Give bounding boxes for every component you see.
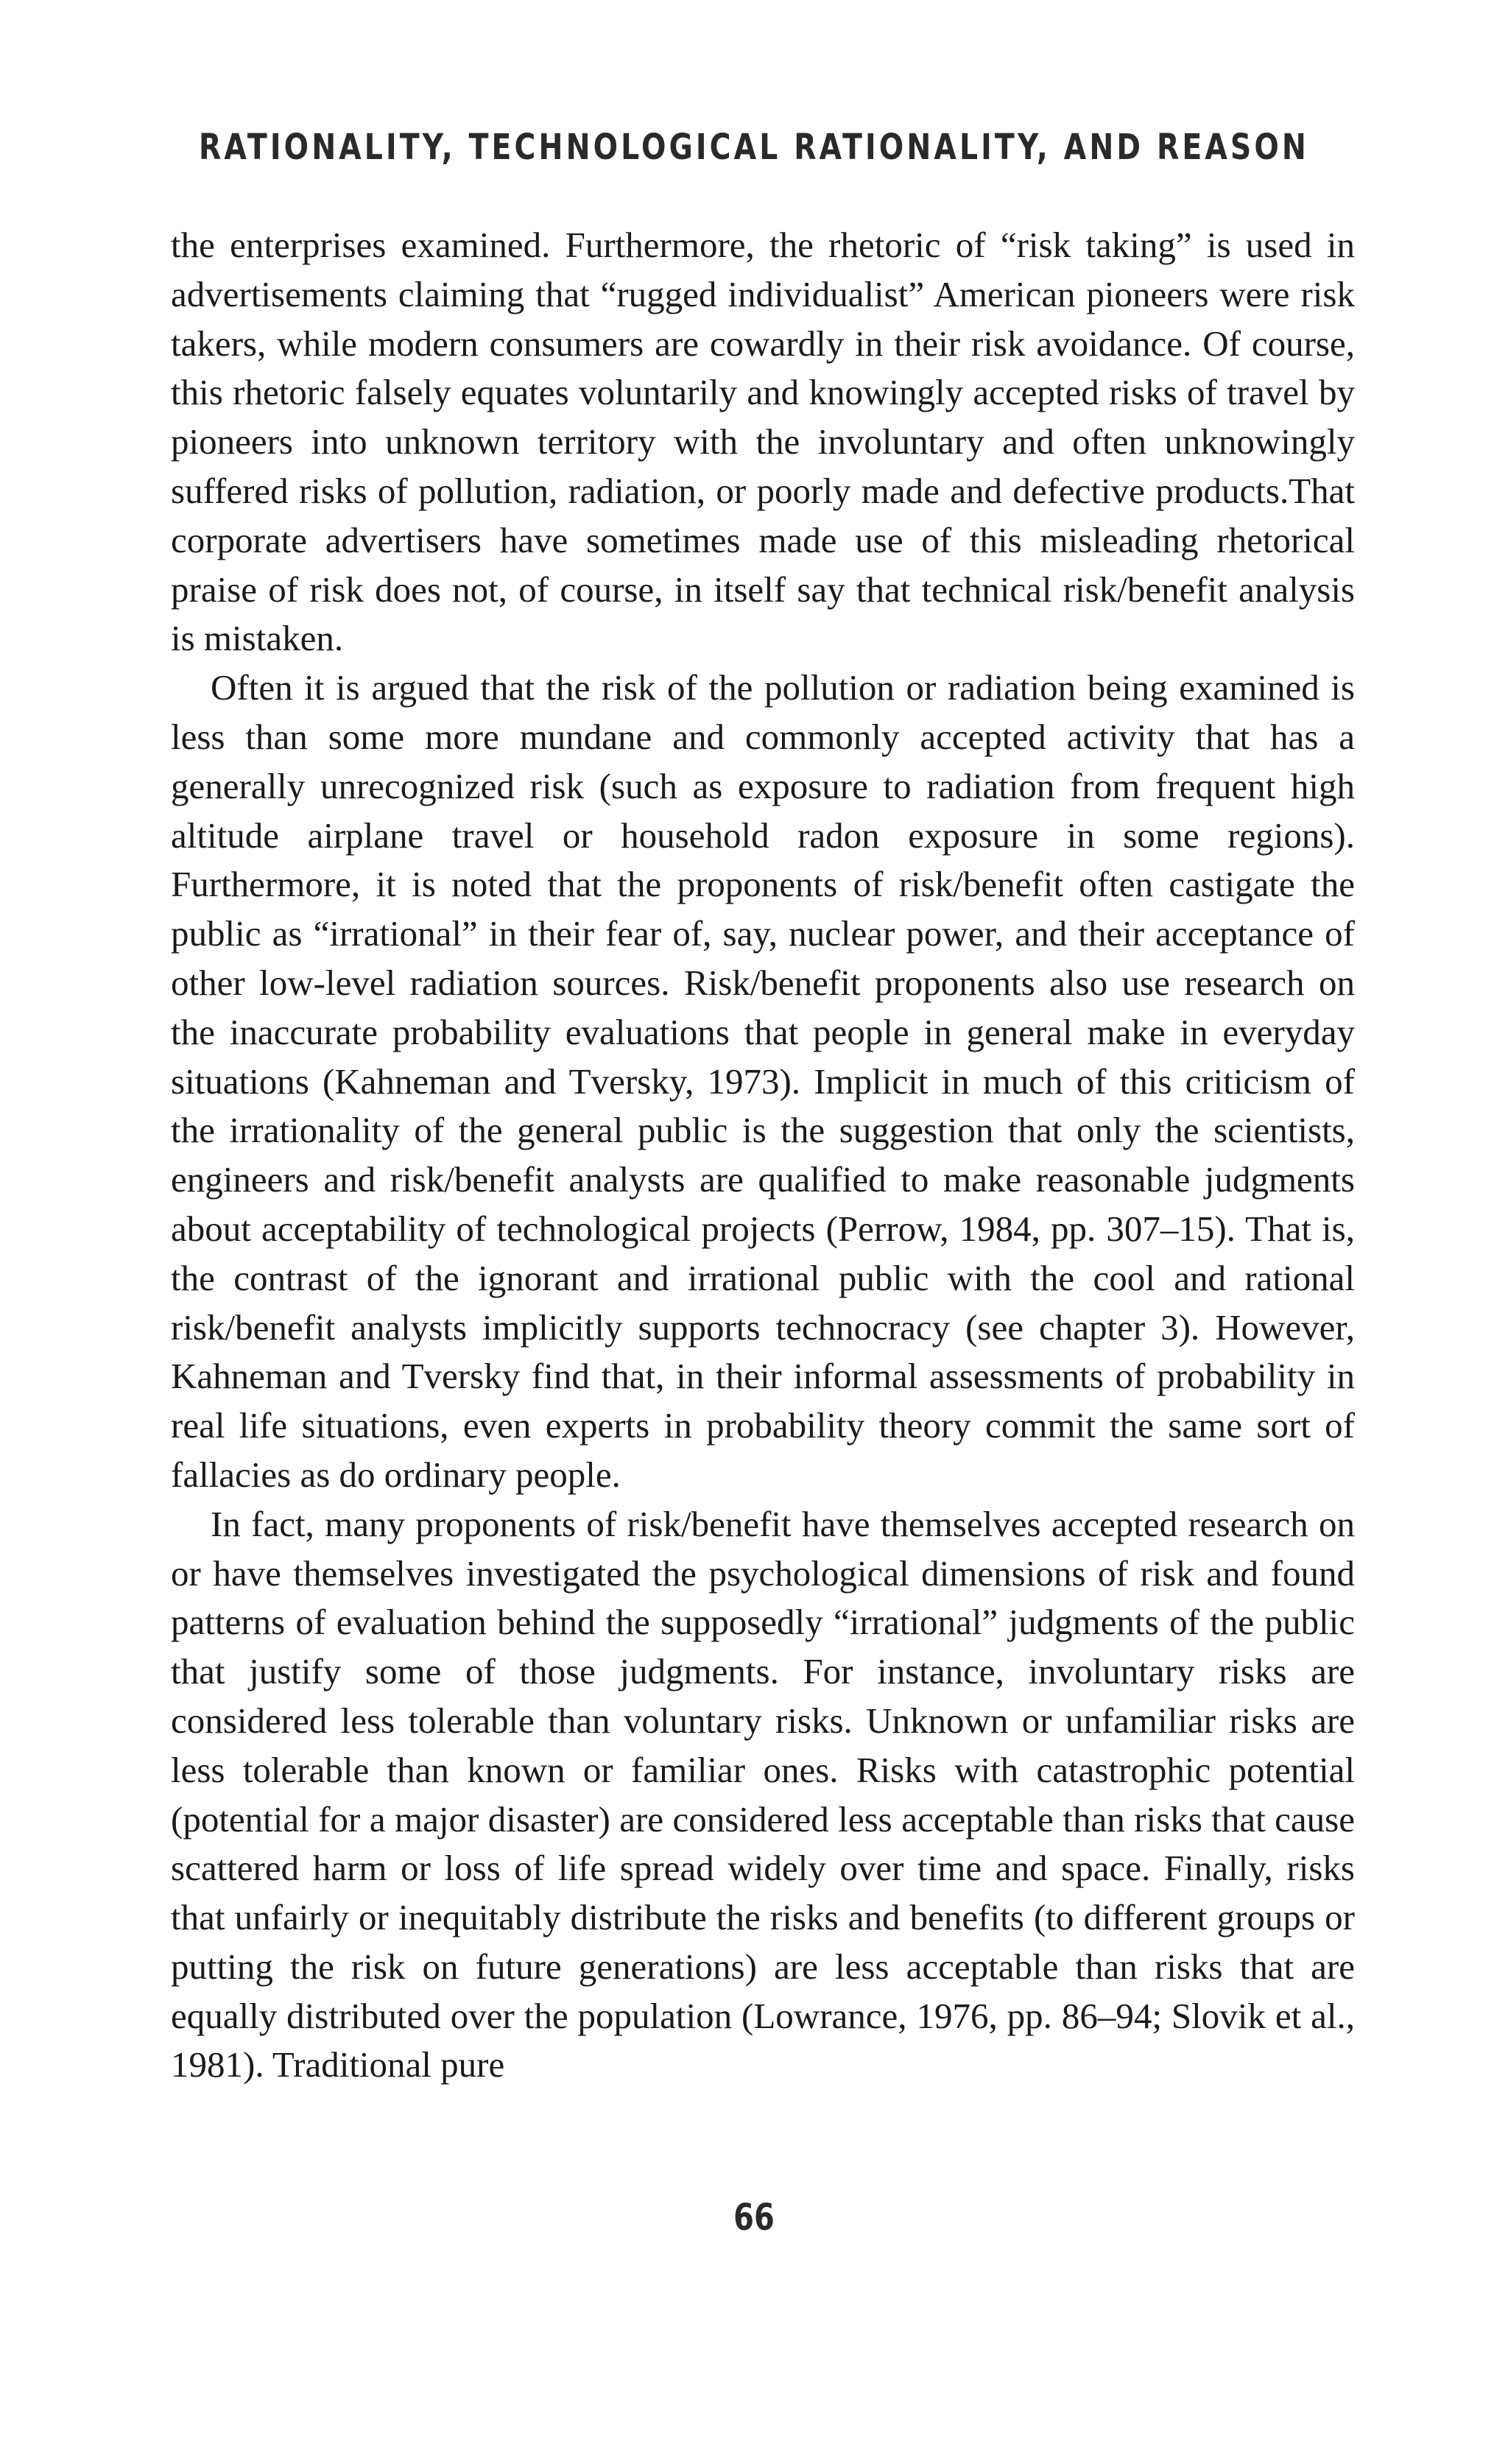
body-text (171, 221, 1355, 2090)
paragraph: In fact, many proponents of risk/benefit have themselves accepted research on or have themselves investigated the psychological dimensions of risk and found patterns of evaluation behind the supposedly “irrational” judgments of the public that justify some of those judgments. For instance, involuntary risks are considered less tolerable than voluntary risks. Unknown or unfamiliar risks are less tolerable than known or familiar ones. Risks with catastrophic potential (potential for a major disaster) are considered less acceptable than risks that cause scattered harm or loss of life spread widely over time and space. Finally, risks that unfairly or inequitably distribute the risks and benefits (to different groups or putting the risk on future generations) are less acceptable than risks that are equally distributed over the population (Lowrance, 1976, pp. 86–94; Slovik et al., 1981). Traditional pure (171, 1503, 1355, 2085)
paragraph: Often it is argued that the risk of the pollution or radiation being examined is less than some more mundane and commonly accepted activity that has a generally unrecognized risk (such as exposure to radiation from frequent high altitude airplane travel or household radon exposure in some regions). Furthermore, it is noted that the proponents of risk/benefit often castigate the public as “irrational” in their fear of, say, nuclear power, and their acceptance of other low-level radiation sources. Risk/benefit proponents also use research on the inaccurate probability evaluations that people in general make in everyday situations (Kahneman and Tversky, 1973). Implicit in much of this criticism of the irrationality of the general public is the suggestion that only the scientists, engineers and risk/benefit analysts are qualified to make reasonable judgments about acceptability of technological projects (Perrow, 1984, pp. 307–15). That is, the contrast of the ignorant and irrational public with the cool and rational risk/benefit analysts implicitly supports technocracy (see chapter 3). However, Kahneman and Tversky find that, in their informal assessments of probability in real life situations, even experts in probability theory commit the same sort of fallacies as do ordinary people. (171, 667, 1355, 1495)
paragraph-continuation: the enterprises examined. Furthermore, the rhetoric of “risk taking” is used in advertisements claiming that “rugged individualist” American pioneers were risk takers, while modern consumers are cowardly in their risk avoidance. Of course, this rhetoric falsely equates voluntarily and knowingly accepted risks of travel by pioneers into unknown territory with the involuntary and often unknowingly suffered risks of pollution, radiation, or poorly made and defective products.That corporate advertisers have sometimes made use of this misleading rhetorical praise of risk does not, of course, in itself say that technical risk/benefit analysis is mistaken. (171, 225, 1355, 659)
page-number: 66 (733, 2196, 775, 2239)
running-head: RATIONALITY, TECHNOLOGICAL RATIONALITY, AND REASON (199, 127, 1309, 168)
